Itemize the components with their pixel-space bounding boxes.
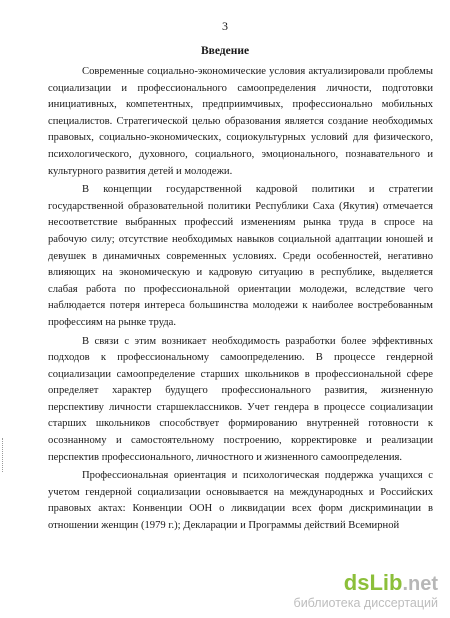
scan-margin-marks <box>2 438 9 472</box>
page-heading: Введение <box>200 45 250 57</box>
paragraph-1: Современные социально-экономические условия актуализировали проблемы социализации и профессионального самоопределения личности, подготовки инициативных, компетентных, предприимчивых, профессионально мобильных специалистов. Стратегической целью образования является создание необходимых правовых, социально-экономических, социокультурных условий для физического, психологического, духовного, социального, эмоционального, познавательного и культурного развития детей и молодежи. <box>48 66 433 177</box>
watermark-logo <box>294 571 438 596</box>
body-text <box>48 64 433 535</box>
page-number: 3 <box>222 19 228 33</box>
paragraph-2: В концепции государственной кадровой политики и стратегии государственной образовательной политики Республики Саха (Якутия) отмечается несоответствие выбранных профессий изменениям рынка труда в спросе на рабочую силу; отсутствие необходимых навыков социальной адаптации юношей и девушек в динамичных современных условиях. Среди особенностей, негативно влияющих на экономическую и кадровую ситуацию в республике, выделяется слабая работа по профессиональной ориентации молодежи, вследствие чего наблюдается потеря интереса большинства молодежи к наиболее востребованным профессиям на рынке труда. <box>48 184 433 328</box>
watermark-logo-main: dsLib <box>343 570 403 595</box>
watermark-tagline: библиотека диссертаций <box>293 596 438 610</box>
paragraph-3: В связи с этим возникает необходимость разработки более эффективных подходов к профессиональному самоопределению. В процессе гендерной социализации самоопределение старших школьников в профессиональной сфере определяет характер будущего профессионального развития, жизненную перспективу личности старшеклассников. Учет гендера в процессе социализации старших школьников способствует формированию внутренней готовности к осознанному и самостоятельному построению, корректировке и реализации перспектив профессионального, личностного и жизненного самоопределения. <box>48 335 433 463</box>
watermark-logo-suffix: .net <box>402 573 438 595</box>
paragraph-4: Профессиональная ориентация и психологическая поддержка учащихся с учетом гендерной социализации основывается на международных и Российских правовых актах: Конвенции ООН о ликвидации всех форм дискриминации в отношении женщин (1979 г.); Декларации и Программы действий Всемирной <box>48 470 433 532</box>
watermark[interactable] <box>292 571 440 610</box>
